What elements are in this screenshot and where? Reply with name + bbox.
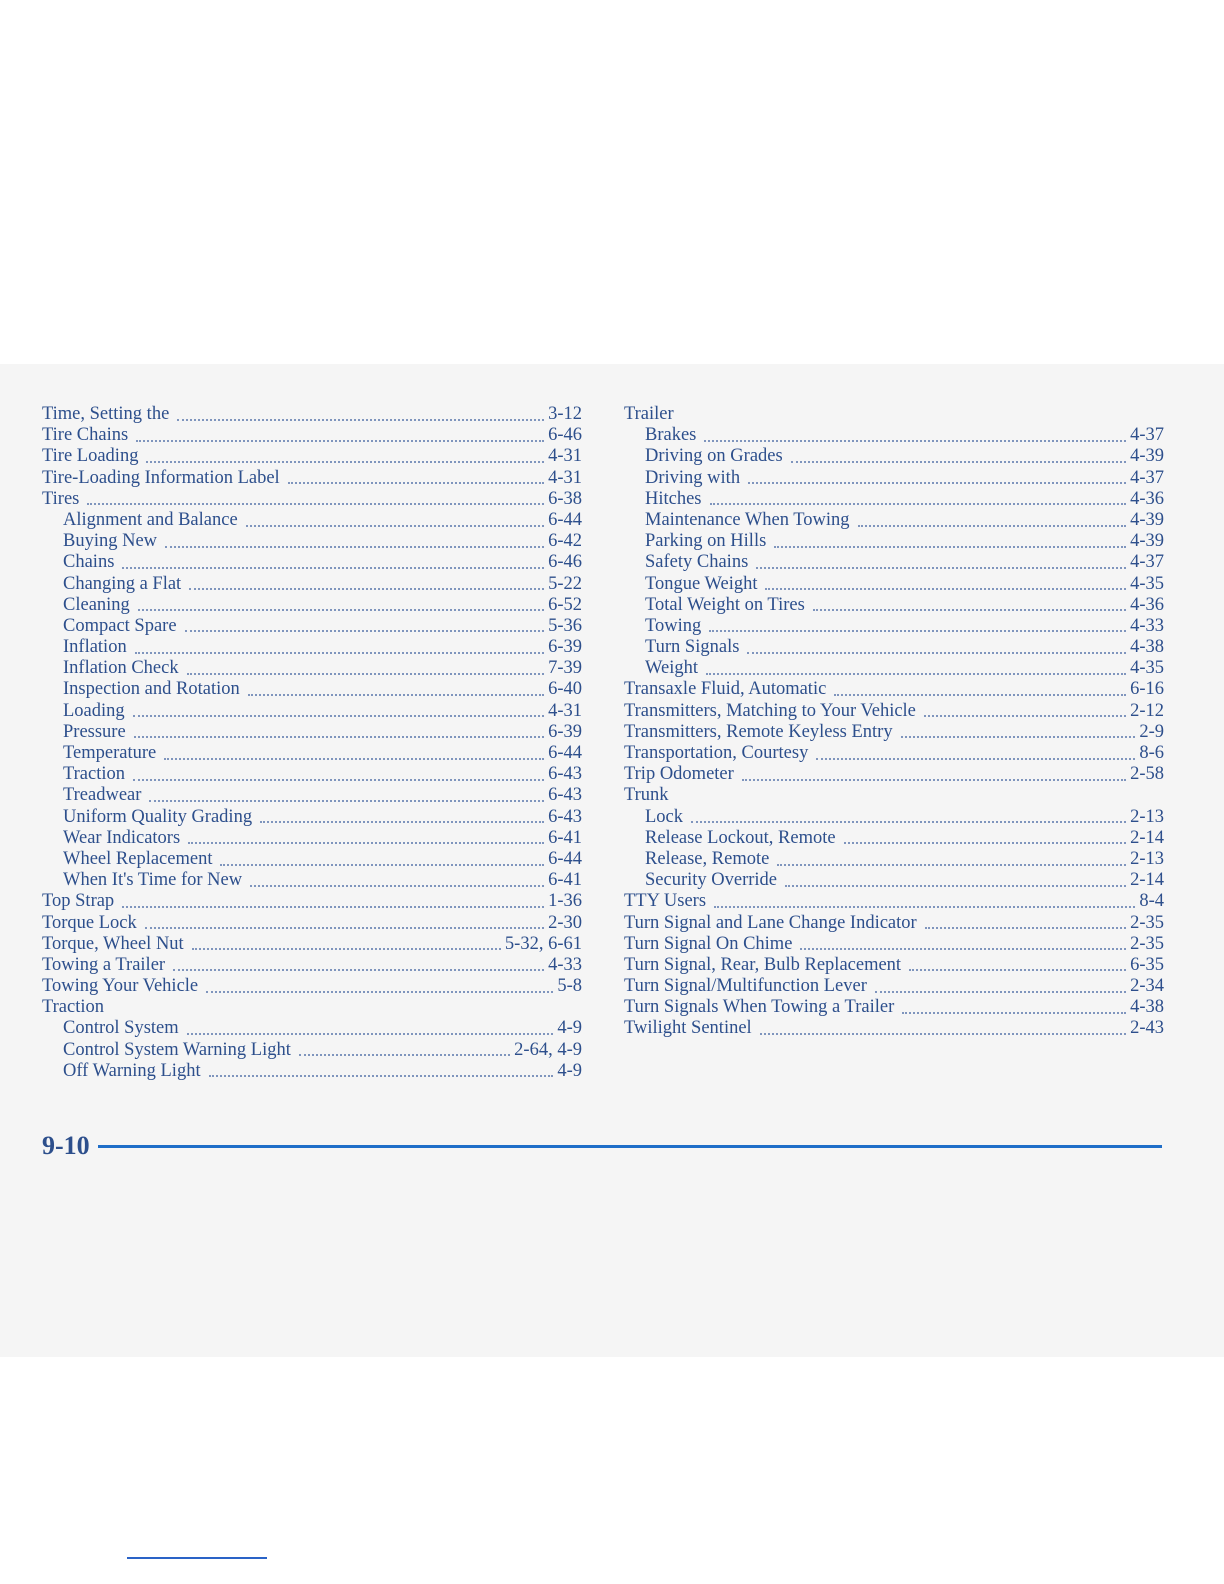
dot-leader [902,1012,1126,1014]
index-entry-label: Turn Signal, Rear, Bulb Replacement [624,954,902,975]
index-entry-page: 4-37 [1130,467,1164,488]
index-entry-page: 4-37 [1130,552,1164,573]
dot-leader [133,715,544,717]
dot-leader [901,736,1136,738]
index-entry-label: Alignment and Balance [63,509,238,530]
index-subentry [42,870,582,891]
dot-leader [185,630,545,632]
index-entry-label: Trunk [624,785,669,806]
index-entry-page: 5-22 [548,573,582,594]
index-subentry [42,658,582,679]
index-entry-page: 4-9 [557,1018,582,1039]
dot-leader [844,842,1126,844]
dot-leader [209,1075,554,1077]
index-entry-label: Turn Signal and Lane Change Indicator [624,912,917,933]
index-subentry [624,849,1164,870]
index-entry [42,955,582,976]
index-entry-page: 6-41 [548,870,582,891]
index-entry-page: 6-44 [548,509,582,530]
dot-leader [248,694,544,696]
dot-leader [250,885,544,887]
index-entry [624,955,1164,976]
index-subentry [42,764,582,785]
index-entry [624,934,1164,955]
index-entry-label: Release, Remote [645,848,770,869]
index-entry-page: 6-43 [548,764,582,785]
index-entry-page: 2-35 [1130,933,1164,954]
index-entry-page: 2-34 [1130,976,1164,997]
index-entry-page: 6-52 [548,594,582,615]
index-entry-label: Control System [63,1018,179,1039]
index-entry-page: 6-43 [548,806,582,827]
dot-leader [134,736,544,738]
index-subentry [42,531,582,552]
index-subentry [624,637,1164,658]
index-entry-label: Trailer [624,404,674,424]
dot-leader [800,948,1126,950]
index-entry-label: Off Warning Light [63,1060,201,1081]
index-subentry [42,595,582,616]
index-entry-label: Loading [63,700,125,721]
index-entry [624,743,1164,764]
index-entry-label: Cleaning [63,594,130,615]
index-entry-label: Safety Chains [645,552,749,573]
page-footer [42,1128,1162,1164]
index-entry-page: 5-32, 6-61 [504,933,582,954]
index-entry-page: 4-39 [1130,531,1164,552]
index-subentry [624,468,1164,489]
dot-leader [149,800,544,802]
index-subentry [42,616,582,637]
index-entry-page: 6-41 [548,827,582,848]
dot-leader [260,821,544,823]
dot-leader [858,525,1127,527]
dot-leader [165,546,544,548]
index-entry-page: 2-13 [1130,848,1164,869]
index-entry-label: Lock [645,806,684,827]
dot-leader [813,609,1126,611]
dot-leader [87,503,544,505]
dot-leader [691,821,1126,823]
dot-leader [187,673,544,675]
index-entry-page: 3-12 [548,404,582,424]
index-entry-label: Torque Lock [42,912,137,933]
dot-leader [192,948,501,950]
index-entry-page: 2-43 [1130,1018,1164,1039]
index-entry [624,764,1164,785]
index-entry-label: Transmitters, Matching to Your Vehicle [624,700,916,721]
dot-leader [145,927,544,929]
dot-leader [122,906,544,908]
index-subentry [624,828,1164,849]
index-entry-label: Torque, Wheel Nut [42,933,184,954]
dot-leader [709,630,1126,632]
dot-leader [748,482,1126,484]
index-entry-page: 4-35 [1130,658,1164,679]
dot-leader [173,969,544,971]
index-entry-label: Traction [42,997,105,1018]
index-subentry [42,1018,582,1039]
footer-rule [98,1145,1162,1148]
index-entry-page: 4-31 [548,700,582,721]
index-entry-page: 2-14 [1130,870,1164,891]
dot-leader [164,758,544,760]
dot-leader [220,864,544,866]
index-entry-label: TTY Users [624,891,707,912]
index-entry-label: Maintenance When Towing [645,509,850,530]
bottom-link-underline [127,1557,267,1559]
index-subentry [624,595,1164,616]
index-entry-label: Control System Warning Light [63,1039,291,1060]
index-entry-page: 4-33 [548,954,582,975]
dot-leader [710,503,1127,505]
index-entry-label: Turn Signals [645,637,740,658]
index-entry-label: Towing Your Vehicle [42,976,199,997]
index-entry [42,489,582,510]
index-entry-label: Traction [63,764,126,785]
index-entry [624,891,1164,912]
index-column-left [42,404,582,1082]
dot-leader [742,779,1126,781]
index-entry-label: Tire Loading [42,446,139,467]
dot-leader [714,906,1135,908]
page-number: 9-10 [42,1131,90,1160]
index-entry-page: 6-46 [548,425,582,446]
index-entry-page: 2-9 [1139,721,1164,742]
index-entry-label: Wear Indicators [63,827,181,848]
index-entry-page: 6-39 [548,637,582,658]
index-subentry [42,1040,582,1061]
dot-leader [299,1054,510,1056]
index-entry [624,976,1164,997]
index-entry-label: Brakes [645,425,697,446]
index-entry [42,446,582,467]
index-entry [624,913,1164,934]
index-entry [42,425,582,446]
index-entry-page: 2-64, 4-9 [514,1039,582,1060]
index-entry-label: Weight [645,658,698,679]
index-column-right [624,404,1164,1040]
index-entry-label: Chains [63,552,115,573]
index-subentry [42,637,582,658]
index-entry-page: 6-40 [548,679,582,700]
index-subentry [624,510,1164,531]
index-entry [624,1018,1164,1039]
index-entry-label: Trip Odometer [624,764,734,785]
index-subentry [624,658,1164,679]
index-entry-label: Turn Signals When Towing a Trailer [624,997,895,1018]
index-subentry [624,870,1164,891]
dot-leader [246,525,544,527]
index-entry-page: 4-33 [1130,615,1164,636]
index-entry [42,976,582,997]
dot-leader [875,991,1126,993]
index-subentry [42,743,582,764]
index-entry-page: 2-12 [1130,700,1164,721]
dot-leader [785,885,1126,887]
index-subentry [42,701,582,722]
index-entry-label: Release Lockout, Remote [645,827,836,848]
index-entry-label: Top Strap [42,891,115,912]
index-entry-page: 4-36 [1130,488,1164,509]
index-entry-page: 6-42 [548,531,582,552]
index-entry-page: 1-36 [548,891,582,912]
index-subentry [624,807,1164,828]
index-subentry [42,785,582,806]
index-subentry [624,552,1164,573]
index-entry [42,404,582,425]
index-entry-page: 6-43 [548,785,582,806]
index-entry-page: 2-35 [1130,912,1164,933]
index-subentry [624,616,1164,637]
dot-leader [747,652,1126,654]
index-entry-label: Temperature [63,743,157,763]
index-entry-page: 4-38 [1130,997,1164,1018]
index-entry-label: Inspection and Rotation [63,679,240,700]
index-subentry [42,510,582,531]
dot-leader [774,546,1126,548]
index-entry [42,913,582,934]
index-entry-page: 4-39 [1130,509,1164,530]
index-entry-page: 4-39 [1130,446,1164,467]
index-entry [624,722,1164,743]
index-entry-label: Towing [645,615,702,636]
dot-leader [834,694,1126,696]
index-subentry [624,574,1164,595]
index-entry [624,404,1164,425]
index-entry-label: Time, Setting the [42,404,170,424]
index-entry-page: 4-37 [1130,425,1164,446]
index-entry-label: Turn Signal/Multifunction Lever [624,976,867,997]
index-entry-page: 2-30 [548,912,582,933]
dot-leader [133,779,544,781]
index-entry-page: 6-38 [548,488,582,509]
dot-leader [704,440,1126,442]
index-entry [624,785,1164,806]
index-subentry [42,828,582,849]
index-entry-label: Security Override [645,870,778,891]
index-entry-label: Tires [42,488,80,509]
index-entry-page: 4-9 [557,1060,582,1081]
index-entry-page: 6-44 [548,848,582,869]
index-entry-label: Tire-Loading Information Label [42,467,280,488]
index-entry-label: Turn Signal On Chime [624,933,793,954]
index-entry [624,997,1164,1018]
index-entry-page: 6-44 [548,743,582,763]
index-entry-label: Parking on Hills [645,531,767,552]
index-subentry [42,679,582,700]
index-entry-page: 4-38 [1130,637,1164,658]
index-entry [42,891,582,912]
index-entry [624,679,1164,700]
dot-leader [206,991,553,993]
index-entry-page: 8-4 [1139,891,1164,912]
index-entry-page: 6-46 [548,552,582,573]
index-entry-label: Total Weight on Tires [645,594,805,615]
dot-leader [135,652,544,654]
index-entry-label: Transportation, Courtesy [624,743,809,763]
index-subentry [42,807,582,828]
dot-leader [146,461,544,463]
index-subentry [42,552,582,573]
index-entry-page: 6-35 [1130,954,1164,975]
index-entry [624,701,1164,722]
dot-leader [909,969,1126,971]
index-entry-page: 6-39 [548,721,582,742]
index-entry-page: 5-36 [548,615,582,636]
index-entry-label: Inflation Check [63,658,179,679]
index-subentry [624,489,1164,510]
index-entry-page: 4-31 [548,467,582,488]
index-entry-page: 5-8 [557,976,582,997]
index-subentry [624,446,1164,467]
dot-leader [777,864,1126,866]
dot-leader [189,588,544,590]
index-entry-label: Wheel Replacement [63,848,213,869]
index-entry-label: When It's Time for New [63,870,243,891]
index-entry-label: Twilight Sentinel [624,1018,752,1039]
index-entry-page: 2-13 [1130,806,1164,827]
index-entry-page: 4-31 [548,446,582,467]
dot-leader [791,461,1126,463]
dot-leader [138,609,544,611]
dot-leader [765,588,1126,590]
dot-leader [177,419,544,421]
index-entry-label: Uniform Quality Grading [63,806,253,827]
index-entry-label: Changing a Flat [63,573,182,594]
index-subentry [42,574,582,595]
index-entry-page: 4-36 [1130,594,1164,615]
index-entry [42,997,582,1018]
index-entry [42,934,582,955]
dot-leader [760,1033,1126,1035]
index-subentry [624,425,1164,446]
index-entry-label: Transmitters, Remote Keyless Entry [624,721,893,742]
index-entry-page: 7-39 [548,658,582,679]
index-subentry [624,531,1164,552]
index-entry-label: Pressure [63,721,126,742]
index-entry-label: Tongue Weight [645,573,758,594]
index-entry-label: Towing a Trailer [42,954,166,975]
dot-leader [122,567,544,569]
index-entry-label: Hitches [645,488,702,509]
dot-leader [136,440,544,442]
dot-leader [188,842,544,844]
index-subentry [42,849,582,870]
index-subentry [42,1061,582,1082]
index-entry-label: Buying New [63,531,158,552]
dot-leader [187,1033,554,1035]
dot-leader [924,715,1126,717]
index-entry-label: Compact Spare [63,615,177,636]
dot-leader [816,758,1135,760]
dot-leader [925,927,1126,929]
index-entry-label: Transaxle Fluid, Automatic [624,679,827,700]
index-subentry [42,722,582,743]
index-entry-label: Tire Chains [42,425,129,446]
dot-leader [706,673,1126,675]
index-entry-label: Treadwear [63,785,142,806]
index-entry [42,468,582,489]
index-entry-label: Inflation [63,637,127,658]
index-entry-page: 2-14 [1130,827,1164,848]
index-entry-label: Driving with [645,467,741,488]
index-entry-label: Driving on Grades [645,446,783,467]
index-entry-page: 8-6 [1139,743,1164,763]
index-entry-page: 4-35 [1130,573,1164,594]
dot-leader [288,482,544,484]
index-entry-page: 6-16 [1130,679,1164,700]
index-entry-page: 2-58 [1130,764,1164,785]
dot-leader [756,567,1126,569]
